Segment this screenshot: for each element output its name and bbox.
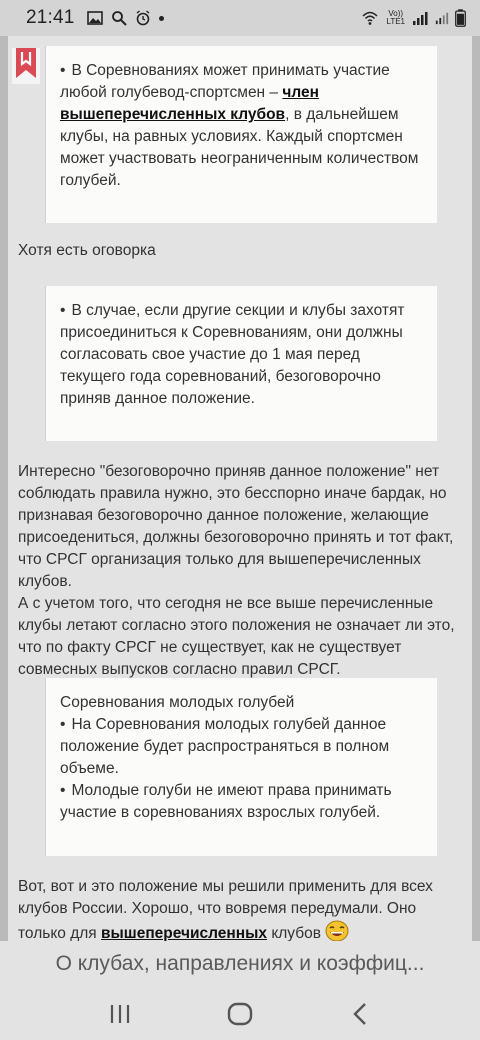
dot-indicator [159,16,164,21]
article-page [0,36,480,941]
alarm-icon [135,10,151,26]
network-type: Vo)) LTE1 [386,9,405,26]
page-title-bar[interactable] [0,941,480,987]
signal-icon-secondary [435,10,449,26]
right-rail [472,36,480,941]
quote-block-1 [45,46,437,223]
left-rail [0,36,8,941]
wifi-icon [360,10,380,26]
quote-1-item: • В Соревнованиях может принимать участие любой голубевод-спортсмен – член вышеперечисленных клубов, в дальнейшем клубы, на равных условиях. Каждый спортсмен может участвовать неограниченным количеством голубей. [60,62,419,189]
status-time: 21:41 [26,7,75,28]
system-nav-bar [0,987,480,1040]
quote-3-item-2: • Молодые голуби не имеют права принимать участие в соревнованиях взрослых голубей. [60,782,392,821]
recent-apps-button[interactable] [100,994,140,1034]
home-icon [227,1002,253,1026]
gallery-icon [87,10,103,26]
quote-2-item: • В случае, если другие секции и клубы захотят присоединиться к Соревнованиям, они должны согласовать свое участие до 1 мая перед текущего года соревнований, безоговорочно приняв данное положение. [60,302,405,407]
status-bar [0,0,480,36]
clubs-link-2[interactable]: вышеперечисленных [101,925,267,941]
paragraph-3: А с учетом того, что сегодня не все выше перечисленные клубы летают согласно этого положения не означает ли это, что по факту СРСГ не существует, как не существует совмесных выпусков согласно правил СРСГ. [18,595,455,678]
paragraph-4: Вот, вот и это положение мы решили применить для всех клубов России. Хорошо, что вовремя передумали. Оно только для вышеперечисленных клубов [18,878,433,941]
quote-block-3 [45,678,437,856]
bookmark-icon[interactable] [12,48,40,84]
search-icon [111,10,127,26]
page-title: О клубах, направлениях и коэффиц... [55,952,425,975]
home-button[interactable] [220,994,260,1034]
signal-icon [411,10,429,26]
laughing-emoji-icon [325,920,349,941]
quote-block-2 [45,286,437,441]
back-button[interactable] [340,994,380,1034]
article-viewport[interactable] [0,36,480,941]
quote-3-item-1: • На Соревнования молодых голубей данное положение будет распространяться в полном объеме. [60,716,390,777]
paragraph-2: Интересно "безоговорочно приняв данное положение" нет соблюдать правила нужно, это бесспорно иначе бардак, но признавая безоговорочно данное положение, желающие присоедениться, должны безоговорочно принять и тот факт, что СРСГ организация только для вышеперечисленных клубов. А с учетом того, что сегодня не все выше перечисленные клубы летают согласно этого положения не означает ли это, что по факту СРСГ не существует, как не существует совмесных выпусков согласно правил СРСГ. [18,463,455,678]
battery-icon [455,8,466,28]
recent-apps-icon [108,1003,132,1025]
paragraph-1: Хотя есть оговорка [18,242,156,259]
clubs-link[interactable]: член вышеперечисленных клубов [60,84,319,123]
quote-3-heading: Соревнования молодых голубей [60,694,295,711]
back-icon [351,1002,369,1026]
